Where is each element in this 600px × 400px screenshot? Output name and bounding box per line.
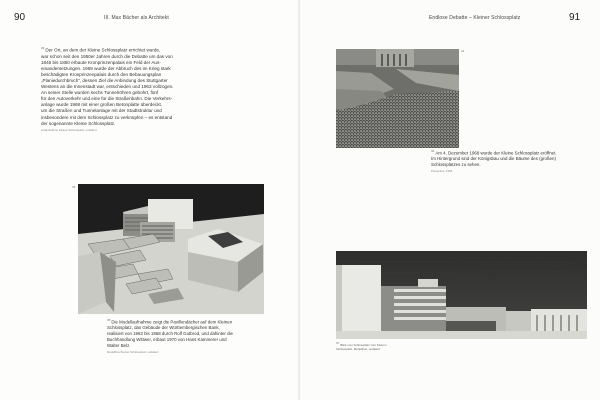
photo-credit: Pressefoto, 1968. <box>431 169 453 174</box>
figure-number: 34 <box>461 49 465 53</box>
figure-35-caption <box>107 317 277 355</box>
text-line: „Planiedurchbruch“, dessen Ziel die Anbindung des Stuttgarter <box>41 78 168 83</box>
caption-line: 37Blick vom Schlossplatz zum Kleinen <box>336 341 387 347</box>
caption-line: Im Hintergrund sind der Königsbau und die Bäume des (großen) <box>431 156 556 162</box>
page-number-right: 91 <box>569 12 581 23</box>
page-number-left: 90 <box>14 12 26 23</box>
running-head-left: III. Max Bächer als Architekt <box>104 15 169 21</box>
text-line: An seiner Stelle wurden sechs Tunnelröhren gebohrt, fünf <box>41 90 159 96</box>
text-line: war schon seit den 1950er Jahren durch die Debatte um das von <box>41 53 173 59</box>
caption-line: Schlossplatz, Modellfoto, undatiert. <box>336 346 381 351</box>
model-street-photo <box>336 251 587 339</box>
model-street-illustration <box>336 251 587 339</box>
text-line: Westens an die Innenstadt war, entschieden und 1963 vollzogen. <box>41 84 174 90</box>
figure-37-caption <box>336 341 456 351</box>
text-line: insbesondere mit dem Schlossplatz zu verknüpfen – es entstand <box>41 114 173 120</box>
model-aerial-illustration <box>78 184 264 314</box>
text-line: der sogenannte Kleine Schlossplatz. <box>41 120 116 126</box>
text-line: $^{33}$Der Ort, an dem der Kleine Schlossplatz errichtet wurde, <box>41 46 161 53</box>
photo-credit: Luftaufnahme Kleiner Schlossplatz, undatiert. <box>41 127 98 132</box>
running-head-right: Endlose Debatte – Kleiner Schlossplatz <box>429 15 521 21</box>
caption-line: realisiert von 1963 bis 1968 durch Rolf Gutbrod, und dahinter die <box>107 331 233 337</box>
main-text-block <box>41 45 181 133</box>
model-aerial-photo <box>78 184 264 314</box>
right-page <box>300 0 600 400</box>
text-line: anlage wurde 1968 mit einer großen Betonplatte überdeckt, <box>41 102 163 108</box>
figure-number: 35 <box>72 185 76 189</box>
text-line: einandersetzungen. 1959 wurde der Abbruch des im Krieg stark <box>41 65 171 71</box>
photo-credit: Modellfoto Kleiner Schlossplatz, undatiert. <box>107 350 160 355</box>
caption-line: Schlossplatzes zu sehen. <box>431 162 481 168</box>
text-line: 1846 bis 1850 erbaute Kronprinzenpalais ein Feld der Aus- <box>41 59 161 65</box>
caption-line: Schlossplatz, das Gebäude der Württembergischen Bank, <box>107 325 220 331</box>
caption-line: $^{34}$Am 4. Dezember 1968 wurde der Kleine Schlossplatz eröffnet. <box>431 149 557 156</box>
figure-34-caption <box>431 148 600 174</box>
opening-crowd-illustration <box>336 49 459 148</box>
text-line: um die Straßen und Tunnelanlage mit der Stadtstruktur und <box>41 108 162 114</box>
opening-crowd-photo <box>336 49 459 148</box>
text-line: für den Autoverkehr und eine für die Straßenbahn. Die Verkehrs- <box>41 96 173 102</box>
caption-line: Buchhandlung Wittwer, erbaut 1970 von Hans Kammerer und <box>107 337 227 343</box>
caption-line: Walter Belz. <box>107 343 131 349</box>
caption-line: $^{35}$Die Modellaufnahme zeigt die Pavillondächer auf dem Kleinen <box>107 318 233 325</box>
text-line: beschädigten Kronprinzenpalais durch den Bebauungsplan <box>41 71 162 77</box>
